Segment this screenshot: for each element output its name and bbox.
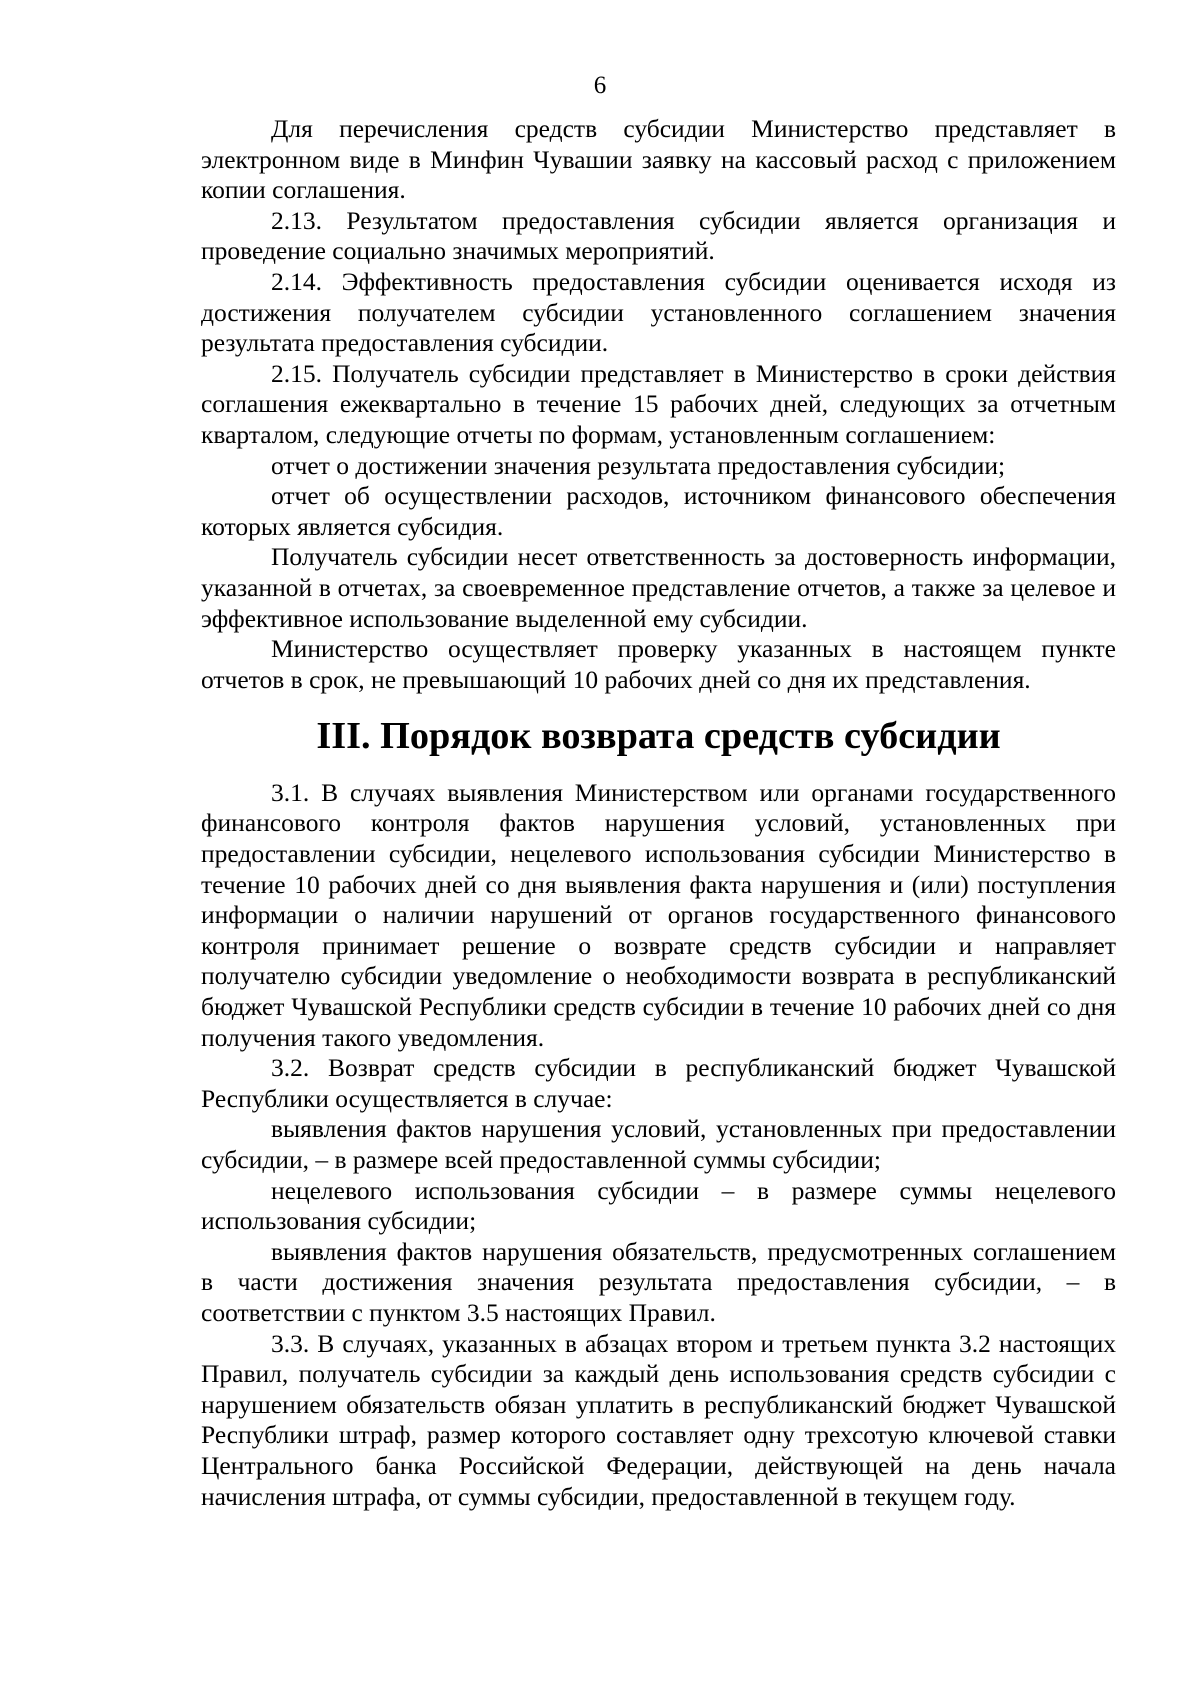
paragraph-2-14: 2.14. Эффективность предоставления субсидии оценивается исходя из достижения получателем субсидии установленного соглашением значения результата предоставления субсидии. — [201, 266, 1116, 358]
paragraph-3-3: 3.3. В случаях, указанных в абзацах втором и третьем пункта 3.2 настоящих Правил, получатель субсидии за каждый день использования средств субсидии с нарушением обязательств обязан уплатить в республиканский бюджет Чувашской Республики штраф, размер которого составляет одну трехсотую ключевой ставки Центрального банка Российской Федерации, действующей на день начала начисления штрафа, от суммы субсидии, предоставленной в текущем году. — [201, 1328, 1116, 1511]
paragraph-misuse: нецелевого использования субсидии – в размере суммы нецелевого использования субсидии; — [201, 1175, 1116, 1236]
paragraph-2-15: 2.15. Получатель субсидии представляет в Министерство в сроки действия соглашения ежеквартально в течение 15 рабочих дней, следующих за отчетным кварталом, следующие отчеты по формам, установленным соглашением: — [201, 358, 1116, 449]
document-body — [201, 114, 1116, 1512]
paragraph-transfer-request: Для перечисления средств субсидии Министерство представляет в электронном виде в Минфин Чувашии заявку на кассовый расход с приложением копии соглашения. — [201, 114, 1116, 205]
paragraph-2-13: 2.13. Результатом предоставления субсидии является организация и проведение социально значимых мероприятий. — [201, 205, 1116, 266]
paragraph-3-1: 3.1. В случаях выявления Министерством или органами государственного финансового контроля фактов нарушения условий, установленных при предоставлении субсидии, нецелевого использования субсидии Министерство в течение 10 рабочих дней со дня выявления факта нарушения и (или) поступления информации о наличии нарушений от органов государственного финансового контроля принимает решение о возврате средств субсидии и направляет получателю субсидии уведомление о необходимости возврата в республиканский бюджет Чувашской Республики средств субсидии в течение 10 рабочих дней со дня получения такого уведомления. — [201, 777, 1116, 1052]
paragraph-responsibility: Получатель субсидии несет ответственность за достоверность информации, указанной в отчетах, за своевременное представление отчетов, а также за целевое и эффективное использование выделенной ему субсидии. — [201, 542, 1116, 633]
paragraph-ministry-check: Министерство осуществляет проверку указанных в настоящем пункте отчетов в срок, не превышающий 10 рабочих дней со дня их представления. — [201, 634, 1116, 694]
section-heading: III. Порядок возврата средств субсидии — [316, 715, 1001, 758]
paragraph-obligation-violation: выявления фактов нарушения обязательств, предусмотренных соглашением в части достижения значения результата предоставления субсидии, – в соответствии с пунктом 3.5 настоящих Правил. — [201, 1236, 1116, 1327]
paragraph-3-2: 3.2. Возврат средств субсидии в республиканский бюджет Чувашской Республики осуществляется в случае: — [201, 1053, 1116, 1113]
paragraph-report-expenses: отчет об осуществлении расходов, источником финансового обеспечения которых является субсидия. — [201, 481, 1116, 541]
paragraph-report-result: отчет о достижении значения результата предоставления субсидии; — [271, 450, 1006, 480]
page-number: 6 — [593, 72, 607, 99]
paragraph-violation-conditions: выявления фактов нарушения условий, установленных при предоставлении субсидии, – в размере всей предоставленной суммы субсидии; — [201, 1114, 1116, 1174]
